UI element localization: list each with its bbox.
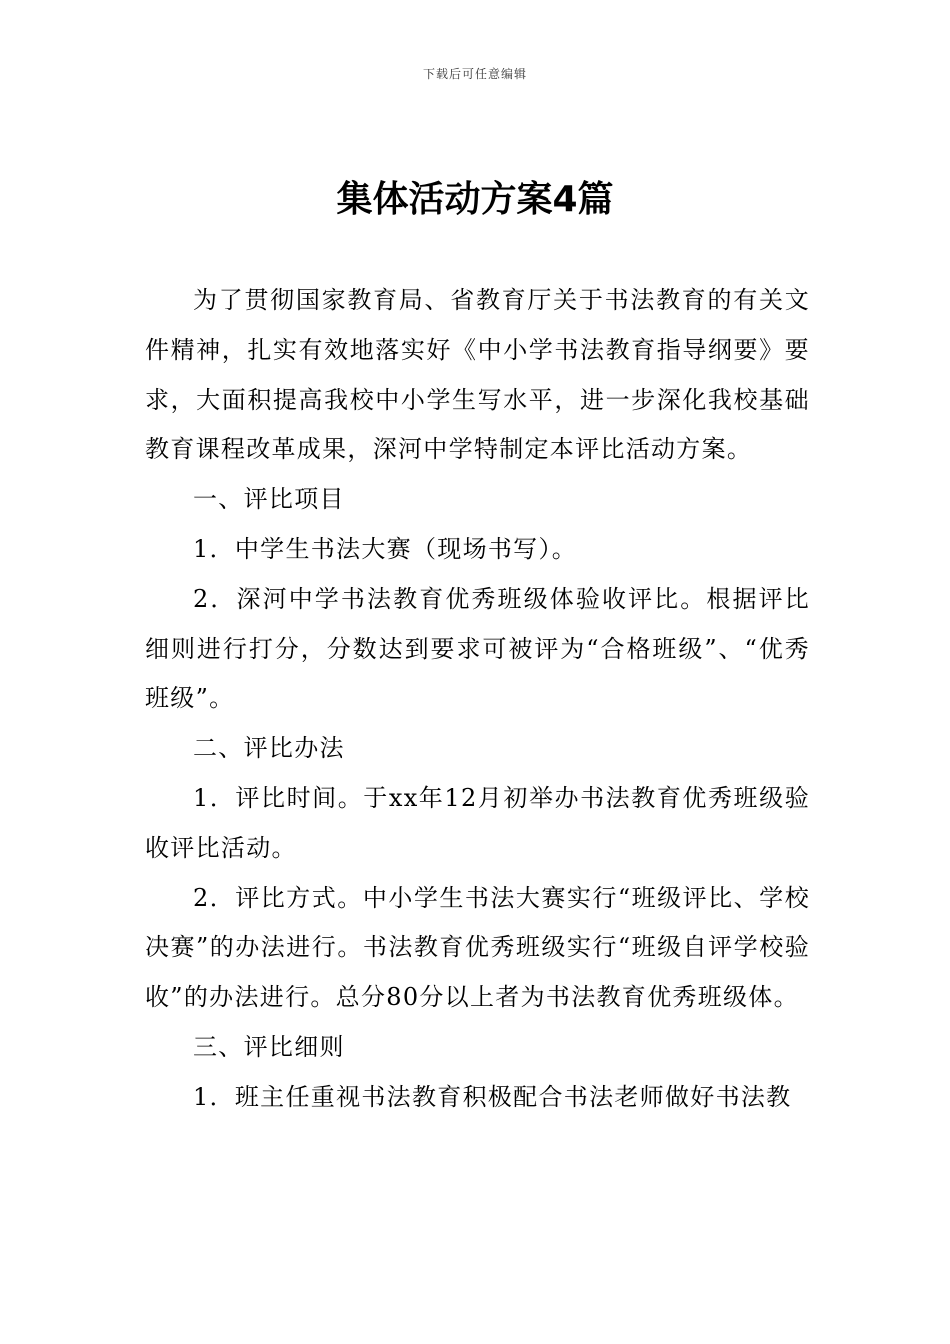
section-heading-items: 一、评比项目 (193, 485, 345, 514)
list-item: 1．班主任重视书法教育积极配合书法老师做好书法教 (193, 1082, 792, 1111)
header-note: 下载后可任意编辑 (422, 67, 527, 81)
list-item: 1．中学生书法大赛（现场书写）。 (193, 534, 578, 563)
list-item: 1．评比时间。于xx年12月初举办书法教育优秀班级验收评比活动。 (145, 783, 810, 862)
intro-paragraph: 为了贯彻国家教育局、省教育厅关于书法教育的有关文件精神，扎实有效地落实好《中小学书法教育指导纲要》要求，大面积提高我校中小学生写水平，进一步深化我校基础教育课程改革成果，深河中学特制定本评比活动方案。 (145, 286, 810, 464)
document-body (145, 276, 810, 1123)
section-heading-methods: 二、评比办法 (193, 734, 345, 763)
list-item: 2．评比方式。中小学生书法大赛实行“班级评比、学校决赛”的办法进行。书法教育优秀班级实行“班级自评学校验收”的办法进行。总分80分以上者为书法教育优秀班级体。 (145, 883, 810, 1012)
section-heading-rules: 三、评比细则 (193, 1032, 345, 1061)
list-item: 2．深河中学书法教育优秀班级体验收评比。根据评比细则进行打分，分数达到要求可被评为“合格班级”、“优秀班级”。 (145, 584, 810, 713)
document-title: 集体活动方案4篇 (336, 179, 614, 220)
